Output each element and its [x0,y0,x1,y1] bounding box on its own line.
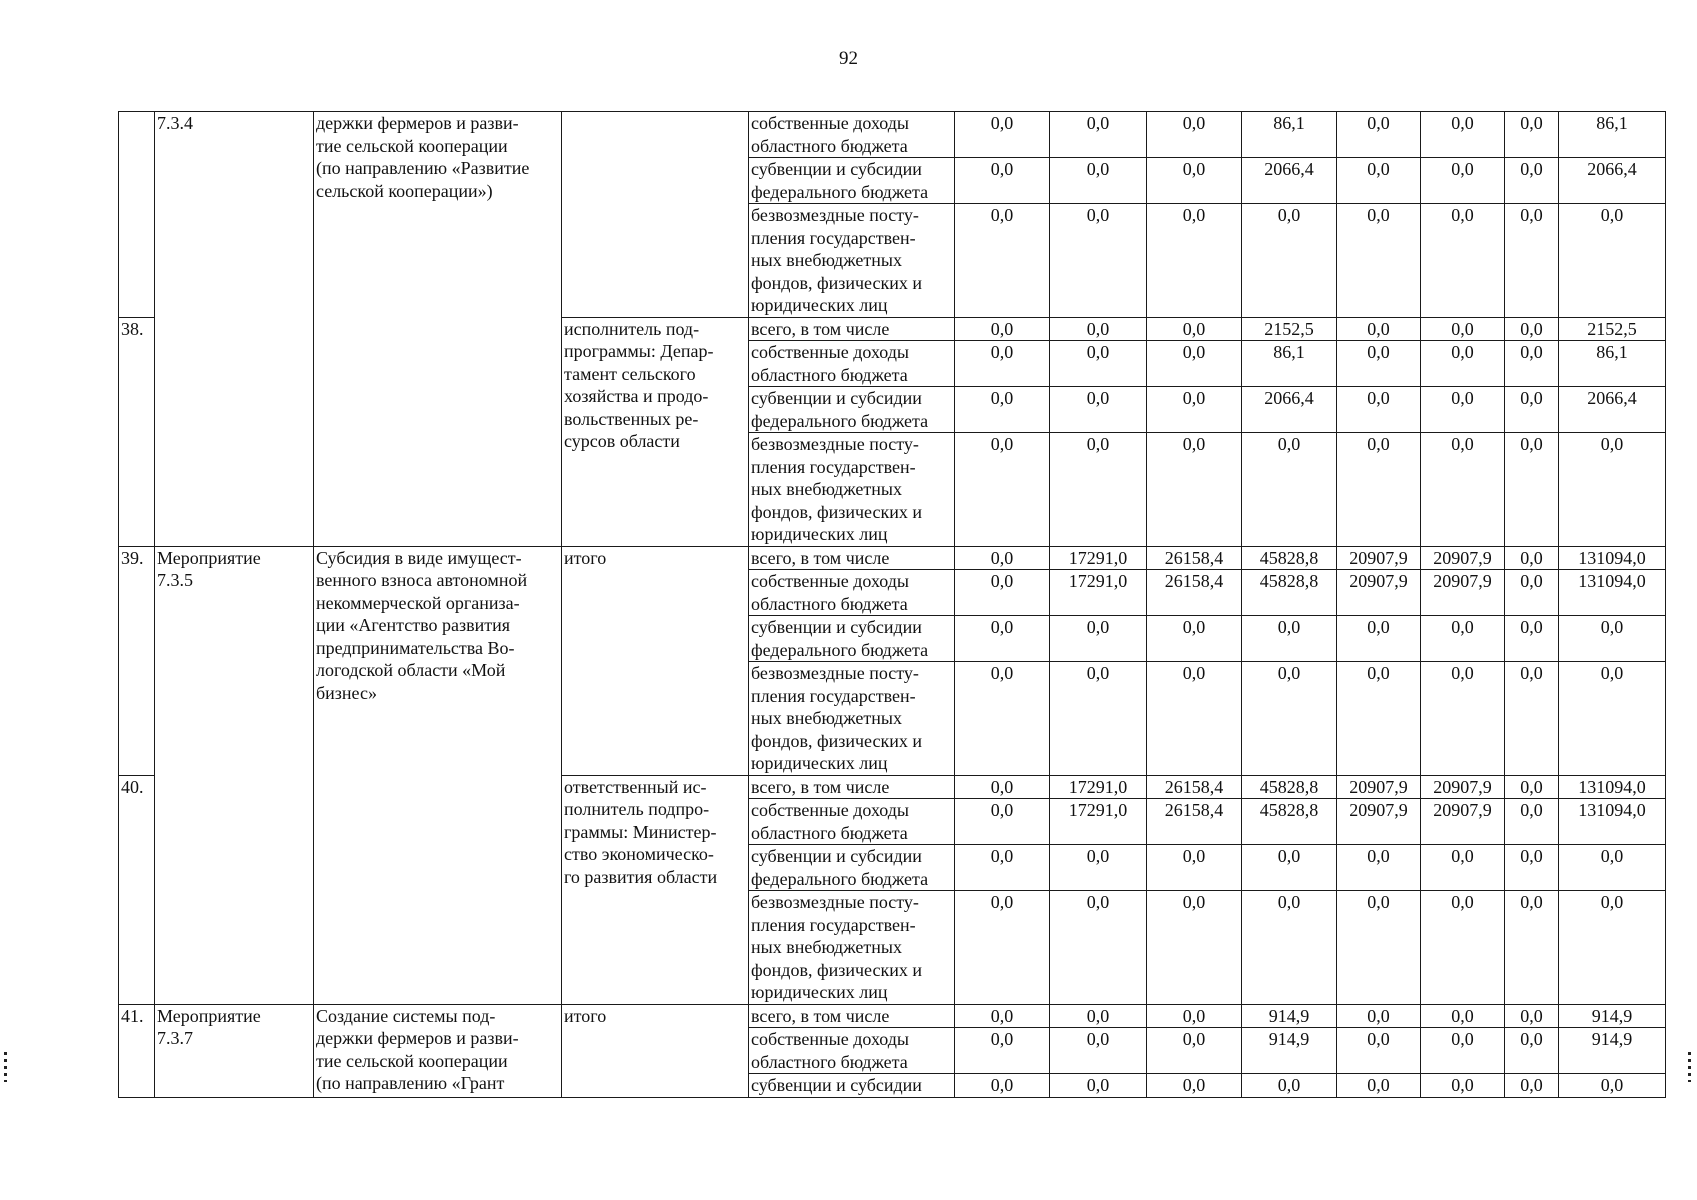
value-cell: 0,0 [1505,204,1559,318]
value-cell: 0,0 [1242,204,1337,318]
value-cell: 0,0 [1242,433,1337,547]
funding-source-cell: субвенции и субсидии федерального бюджета [749,616,955,662]
value-cell: 0,0 [955,775,1050,799]
funding-source-cell: всего, в том числе [749,546,955,570]
value-cell: 0,0 [955,1074,1050,1098]
row-number-cell: 39. [119,546,155,775]
value-cell: 0,0 [1147,317,1242,341]
value-cell: 0,0 [1559,616,1666,662]
value-cell: 0,0 [1421,341,1505,387]
value-cell: 0,0 [1505,775,1559,799]
row-number-cell: 38. [119,317,155,546]
funding-source-cell: безвозмездные посту- пления государствен- ных внебюджетных фондов, физических и юридических лиц [749,204,955,318]
value-cell: 2066,4 [1559,158,1666,204]
value-cell: 0,0 [955,341,1050,387]
value-cell: 45828,8 [1242,570,1337,616]
value-cell: 0,0 [1421,845,1505,891]
event-name-cell: Субсидия в виде имущест- венного взноса автономной некоммерческой организа- ции «Агентство развития предпринимательства Во- логодской области «Мой бизнес» [314,546,562,1004]
table-row [119,112,1666,158]
value-cell: 86,1 [1559,112,1666,158]
value-cell: 0,0 [955,1028,1050,1074]
value-cell: 131094,0 [1559,570,1666,616]
executor-cell: исполнитель под- программы: Депар- тамент сельского хозяйства и продо- вольственных ре- сурсов области [562,317,749,546]
value-cell: 45828,8 [1242,546,1337,570]
value-cell: 26158,4 [1147,546,1242,570]
margin-cut-mark-left [4,1052,7,1082]
value-cell: 0,0 [1050,387,1147,433]
value-cell: 0,0 [1559,662,1666,776]
value-cell: 0,0 [1050,891,1147,1005]
value-cell: 0,0 [1505,1028,1559,1074]
value-cell: 0,0 [1505,341,1559,387]
value-cell: 0,0 [1147,1028,1242,1074]
value-cell: 0,0 [955,662,1050,776]
value-cell: 0,0 [1337,204,1421,318]
value-cell: 0,0 [1050,662,1147,776]
value-cell: 0,0 [1505,112,1559,158]
value-cell: 0,0 [1147,1074,1242,1098]
funding-source-cell: всего, в том числе [749,775,955,799]
value-cell: 0,0 [1050,1028,1147,1074]
funding-source-cell: субвенции и субсидии [749,1074,955,1098]
value-cell: 0,0 [1421,891,1505,1005]
value-cell: 86,1 [1242,112,1337,158]
funding-source-cell: безвозмездные посту- пления государствен- ных внебюджетных фондов, физических и юридических лиц [749,433,955,547]
funding-source-cell: субвенции и субсидии федерального бюджета [749,158,955,204]
value-cell: 0,0 [955,891,1050,1005]
value-cell: 0,0 [1505,387,1559,433]
value-cell: 0,0 [1421,662,1505,776]
value-cell: 20907,9 [1337,570,1421,616]
page-number: 92 [839,48,858,69]
event-code-cell: Мероприятие 7.3.5 [155,546,314,1004]
value-cell: 0,0 [1337,112,1421,158]
funding-source-cell: субвенции и субсидии федерального бюджета [749,845,955,891]
value-cell: 0,0 [955,845,1050,891]
value-cell: 2066,4 [1242,158,1337,204]
value-cell: 0,0 [1242,662,1337,776]
row-number-cell: 41. [119,1004,155,1097]
value-cell: 2066,4 [1559,387,1666,433]
value-cell: 914,9 [1242,1028,1337,1074]
value-cell: 0,0 [955,158,1050,204]
funding-source-cell: собственные доходы областного бюджета [749,799,955,845]
value-cell: 0,0 [1147,891,1242,1005]
value-cell: 0,0 [1505,1004,1559,1028]
value-cell: 0,0 [1147,662,1242,776]
value-cell: 0,0 [1337,616,1421,662]
event-code-cell: 7.3.4 [155,112,314,547]
value-cell: 0,0 [1147,204,1242,318]
value-cell: 20907,9 [1421,570,1505,616]
value-cell: 0,0 [955,616,1050,662]
value-cell: 2152,5 [1559,317,1666,341]
value-cell: 0,0 [1337,1028,1421,1074]
value-cell: 45828,8 [1242,799,1337,845]
funding-source-cell: всего, в том числе [749,1004,955,1028]
value-cell: 20907,9 [1337,799,1421,845]
event-name-cell: Создание системы под- держки фермеров и разви- тие сельской кооперации (по направлению «Грант [314,1004,562,1097]
value-cell: 0,0 [1337,158,1421,204]
value-cell: 0,0 [1421,616,1505,662]
executor-cell: итого [562,1004,749,1097]
value-cell: 0,0 [1505,158,1559,204]
value-cell: 0,0 [1421,204,1505,318]
value-cell: 0,0 [1337,433,1421,547]
value-cell: 0,0 [1421,1074,1505,1098]
value-cell: 131094,0 [1559,546,1666,570]
value-cell: 26158,4 [1147,570,1242,616]
value-cell: 0,0 [1421,112,1505,158]
value-cell: 0,0 [955,799,1050,845]
funding-source-cell: безвозмездные посту- пления государствен- ных внебюджетных фондов, физических и юридических лиц [749,891,955,1005]
value-cell: 0,0 [1050,341,1147,387]
value-cell: 0,0 [1147,158,1242,204]
value-cell: 20907,9 [1337,546,1421,570]
value-cell: 0,0 [1505,1074,1559,1098]
value-cell: 20907,9 [1421,775,1505,799]
value-cell: 0,0 [1147,433,1242,547]
funding-source-cell: субвенции и субсидии федерального бюджета [749,387,955,433]
value-cell: 914,9 [1242,1004,1337,1028]
value-cell: 17291,0 [1050,546,1147,570]
value-cell: 0,0 [1147,112,1242,158]
budget-table [118,111,1666,1098]
event-code-cell: Мероприятие 7.3.7 [155,1004,314,1097]
value-cell: 45828,8 [1242,775,1337,799]
value-cell: 0,0 [1337,662,1421,776]
value-cell: 0,0 [1242,845,1337,891]
funding-source-cell: всего, в том числе [749,317,955,341]
value-cell: 0,0 [1050,845,1147,891]
value-cell: 0,0 [1505,546,1559,570]
value-cell: 0,0 [1147,341,1242,387]
value-cell: 0,0 [1147,387,1242,433]
value-cell: 86,1 [1242,341,1337,387]
value-cell: 0,0 [1421,158,1505,204]
value-cell: 0,0 [1242,616,1337,662]
value-cell: 0,0 [1505,317,1559,341]
value-cell: 0,0 [1421,317,1505,341]
funding-source-cell: собственные доходы областного бюджета [749,112,955,158]
value-cell: 0,0 [1559,845,1666,891]
value-cell: 0,0 [1050,317,1147,341]
value-cell: 0,0 [1559,891,1666,1005]
value-cell: 0,0 [1505,433,1559,547]
value-cell: 0,0 [1421,433,1505,547]
value-cell: 0,0 [1421,387,1505,433]
value-cell: 0,0 [1337,845,1421,891]
table-row [119,1004,1666,1028]
value-cell: 2152,5 [1242,317,1337,341]
funding-source-cell: собственные доходы областного бюджета [749,570,955,616]
value-cell: 0,0 [1242,1074,1337,1098]
value-cell: 2066,4 [1242,387,1337,433]
value-cell: 0,0 [1050,158,1147,204]
value-cell: 0,0 [1050,433,1147,547]
value-cell: 0,0 [1147,616,1242,662]
value-cell: 0,0 [955,433,1050,547]
value-cell: 0,0 [1242,891,1337,1005]
table-row [119,546,1666,570]
value-cell: 0,0 [1050,1074,1147,1098]
value-cell: 914,9 [1559,1004,1666,1028]
value-cell: 17291,0 [1050,570,1147,616]
row-number-cell: 40. [119,775,155,1004]
executor-cell: ответственный ис- полнитель подпро- граммы: Министер- ство экономическо- го развития области [562,775,749,1004]
value-cell: 26158,4 [1147,775,1242,799]
value-cell: 0,0 [955,204,1050,318]
value-cell: 0,0 [1147,1004,1242,1028]
value-cell: 0,0 [1050,616,1147,662]
value-cell: 131094,0 [1559,799,1666,845]
executor-cell: итого [562,546,749,775]
value-cell: 0,0 [1050,112,1147,158]
value-cell: 17291,0 [1050,775,1147,799]
value-cell: 0,0 [1505,845,1559,891]
value-cell: 0,0 [1505,570,1559,616]
funding-source-cell: собственные доходы областного бюджета [749,1028,955,1074]
value-cell: 86,1 [1559,341,1666,387]
value-cell: 0,0 [1147,845,1242,891]
value-cell: 0,0 [1505,616,1559,662]
value-cell: 0,0 [1337,317,1421,341]
value-cell: 0,0 [1559,1074,1666,1098]
value-cell: 0,0 [1337,1074,1421,1098]
value-cell: 0,0 [1337,1004,1421,1028]
value-cell: 0,0 [1050,1004,1147,1028]
value-cell: 26158,4 [1147,799,1242,845]
value-cell: 0,0 [1505,799,1559,845]
value-cell: 0,0 [1559,204,1666,318]
value-cell: 0,0 [955,387,1050,433]
funding-source-cell: собственные доходы областного бюджета [749,341,955,387]
value-cell: 0,0 [1337,387,1421,433]
event-name-cell: держки фермеров и разви- тие сельской кооперации (по направлению «Развитие сельской кооперации») [314,112,562,547]
value-cell: 17291,0 [1050,799,1147,845]
value-cell: 0,0 [955,570,1050,616]
value-cell: 0,0 [955,546,1050,570]
value-cell: 0,0 [955,317,1050,341]
value-cell: 0,0 [1337,891,1421,1005]
value-cell: 20907,9 [1421,546,1505,570]
value-cell: 0,0 [1421,1004,1505,1028]
value-cell: 131094,0 [1559,775,1666,799]
value-cell: 0,0 [955,112,1050,158]
row-number-cell [119,112,155,318]
value-cell: 0,0 [1505,891,1559,1005]
executor-cell [562,112,749,318]
value-cell: 20907,9 [1337,775,1421,799]
value-cell: 20907,9 [1421,799,1505,845]
value-cell: 0,0 [1050,204,1147,318]
funding-source-cell: безвозмездные посту- пления государствен- ных внебюджетных фондов, физических и юридических лиц [749,662,955,776]
value-cell: 0,0 [955,1004,1050,1028]
value-cell: 0,0 [1421,1028,1505,1074]
value-cell: 0,0 [1337,341,1421,387]
value-cell: 0,0 [1559,433,1666,547]
value-cell: 914,9 [1559,1028,1666,1074]
margin-cut-mark-right [1688,1052,1691,1082]
value-cell: 0,0 [1505,662,1559,776]
